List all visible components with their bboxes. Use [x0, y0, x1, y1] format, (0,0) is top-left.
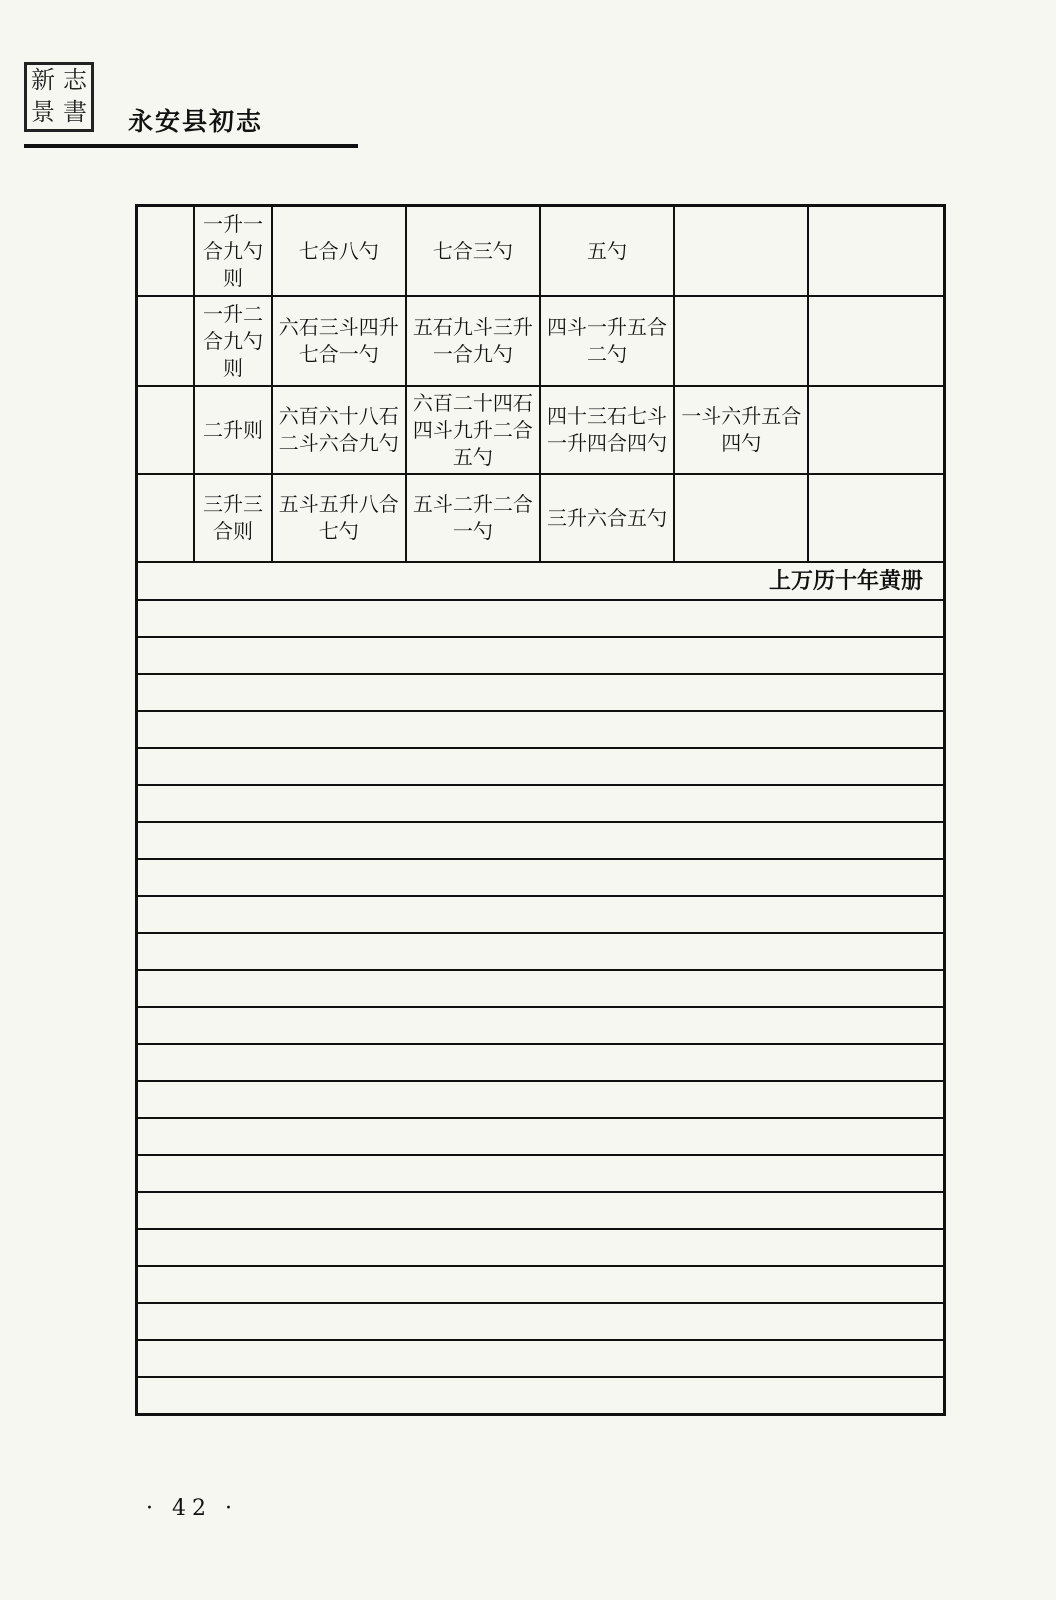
blank-ruled-row: [137, 1007, 945, 1044]
blank-ruled-cell: [137, 822, 945, 859]
table-caption: 上万历十年黄册: [137, 562, 945, 600]
table-cell: 五斗五升八合七勺: [272, 474, 406, 562]
blank-ruled-row: [137, 1192, 945, 1229]
blank-ruled-cell: [137, 1229, 945, 1266]
table-row: [137, 206, 945, 297]
blank-ruled-row: [137, 674, 945, 711]
blank-ruled-row: [137, 1081, 945, 1118]
seal-char: 志: [63, 66, 87, 94]
table-cell: 四十三石七斗一升四合四勺: [540, 386, 674, 474]
blank-ruled-cell: [137, 1155, 945, 1192]
blank-ruled-row: [137, 600, 945, 637]
table-cell: 一升二合九勺则: [194, 296, 271, 386]
table-cell: [674, 474, 808, 562]
table-cell: 一斗六升五合四勺: [674, 386, 808, 474]
blank-ruled-cell: [137, 970, 945, 1007]
blank-ruled-cell: [137, 748, 945, 785]
table-cell: [674, 206, 808, 297]
blank-ruled-cell: [137, 600, 945, 637]
table-cell: 三升三合则: [194, 474, 271, 562]
table-cell: 六石三斗四升七合一勺: [272, 296, 406, 386]
table-cell: 二升则: [194, 386, 271, 474]
blank-ruled-cell: [137, 711, 945, 748]
table-cell: [137, 296, 195, 386]
blank-ruled-row: [137, 1266, 945, 1303]
page-number: · 42 ·: [146, 1496, 238, 1521]
table-cell: 五石九斗三升一合九勺: [406, 296, 540, 386]
blank-ruled-row: [137, 785, 945, 822]
blank-ruled-row: [137, 1118, 945, 1155]
blank-ruled-cell: [137, 1118, 945, 1155]
blank-ruled-row: [137, 1155, 945, 1192]
blank-ruled-cell: [137, 1044, 945, 1081]
blank-ruled-row: [137, 822, 945, 859]
table-cell: [674, 296, 808, 386]
blank-ruled-row: [137, 748, 945, 785]
blank-ruled-cell: [137, 859, 945, 896]
table-cell: 三升六合五勺: [540, 474, 674, 562]
blank-ruled-row: [137, 933, 945, 970]
table-cell: [137, 474, 195, 562]
blank-ruled-cell: [137, 674, 945, 711]
book-title: 永安县初志: [128, 107, 264, 136]
blank-ruled-row: [137, 711, 945, 748]
seal-char: 新: [31, 66, 55, 94]
table-cell: [137, 206, 195, 297]
blank-ruled-cell: [137, 1303, 945, 1340]
blank-ruled-row: [137, 1044, 945, 1081]
table-cell: 一升一合九勺则: [194, 206, 271, 297]
blank-ruled-cell: [137, 1081, 945, 1118]
blank-ruled-row: [137, 1377, 945, 1415]
blank-ruled-cell: [137, 1340, 945, 1377]
table-cell: 七合八勺: [272, 206, 406, 297]
tax-rate-table: [135, 204, 946, 1416]
table-cell: 四斗一升五合二勺: [540, 296, 674, 386]
table-cell: 六百六十八石二斗六合九勺: [272, 386, 406, 474]
blank-ruled-row: [137, 1303, 945, 1340]
table-cell: [137, 386, 195, 474]
blank-ruled-row: [137, 1340, 945, 1377]
seal-char: 景: [31, 98, 55, 126]
table-cell: 七合三勺: [406, 206, 540, 297]
table-cell: [808, 206, 944, 297]
table-cell: [808, 474, 944, 562]
seal-char: 書: [63, 98, 87, 126]
table-cell: 六百二十四石四斗九升二合五勺: [406, 386, 540, 474]
blank-ruled-cell: [137, 785, 945, 822]
header-rule: [24, 144, 358, 148]
blank-ruled-row: [137, 859, 945, 896]
table-cell: 五勺: [540, 206, 674, 297]
table-caption-row: [137, 562, 945, 600]
blank-ruled-cell: [137, 896, 945, 933]
table-cell: 五斗二升二合一勺: [406, 474, 540, 562]
blank-ruled-cell: [137, 933, 945, 970]
blank-ruled-row: [137, 970, 945, 1007]
blank-ruled-row: [137, 637, 945, 674]
table-row: [137, 474, 945, 562]
page-header: [24, 62, 358, 154]
blank-ruled-row: [137, 896, 945, 933]
table-row: [137, 296, 945, 386]
blank-ruled-cell: [137, 1192, 945, 1229]
blank-ruled-cell: [137, 1007, 945, 1044]
blank-ruled-cell: [137, 1266, 945, 1303]
seal-logo: [24, 62, 94, 132]
table-row: [137, 386, 945, 474]
table-cell: [808, 386, 944, 474]
blank-ruled-cell: [137, 637, 945, 674]
blank-ruled-row: [137, 1229, 945, 1266]
table-cell: [808, 296, 944, 386]
blank-ruled-cell: [137, 1377, 945, 1415]
